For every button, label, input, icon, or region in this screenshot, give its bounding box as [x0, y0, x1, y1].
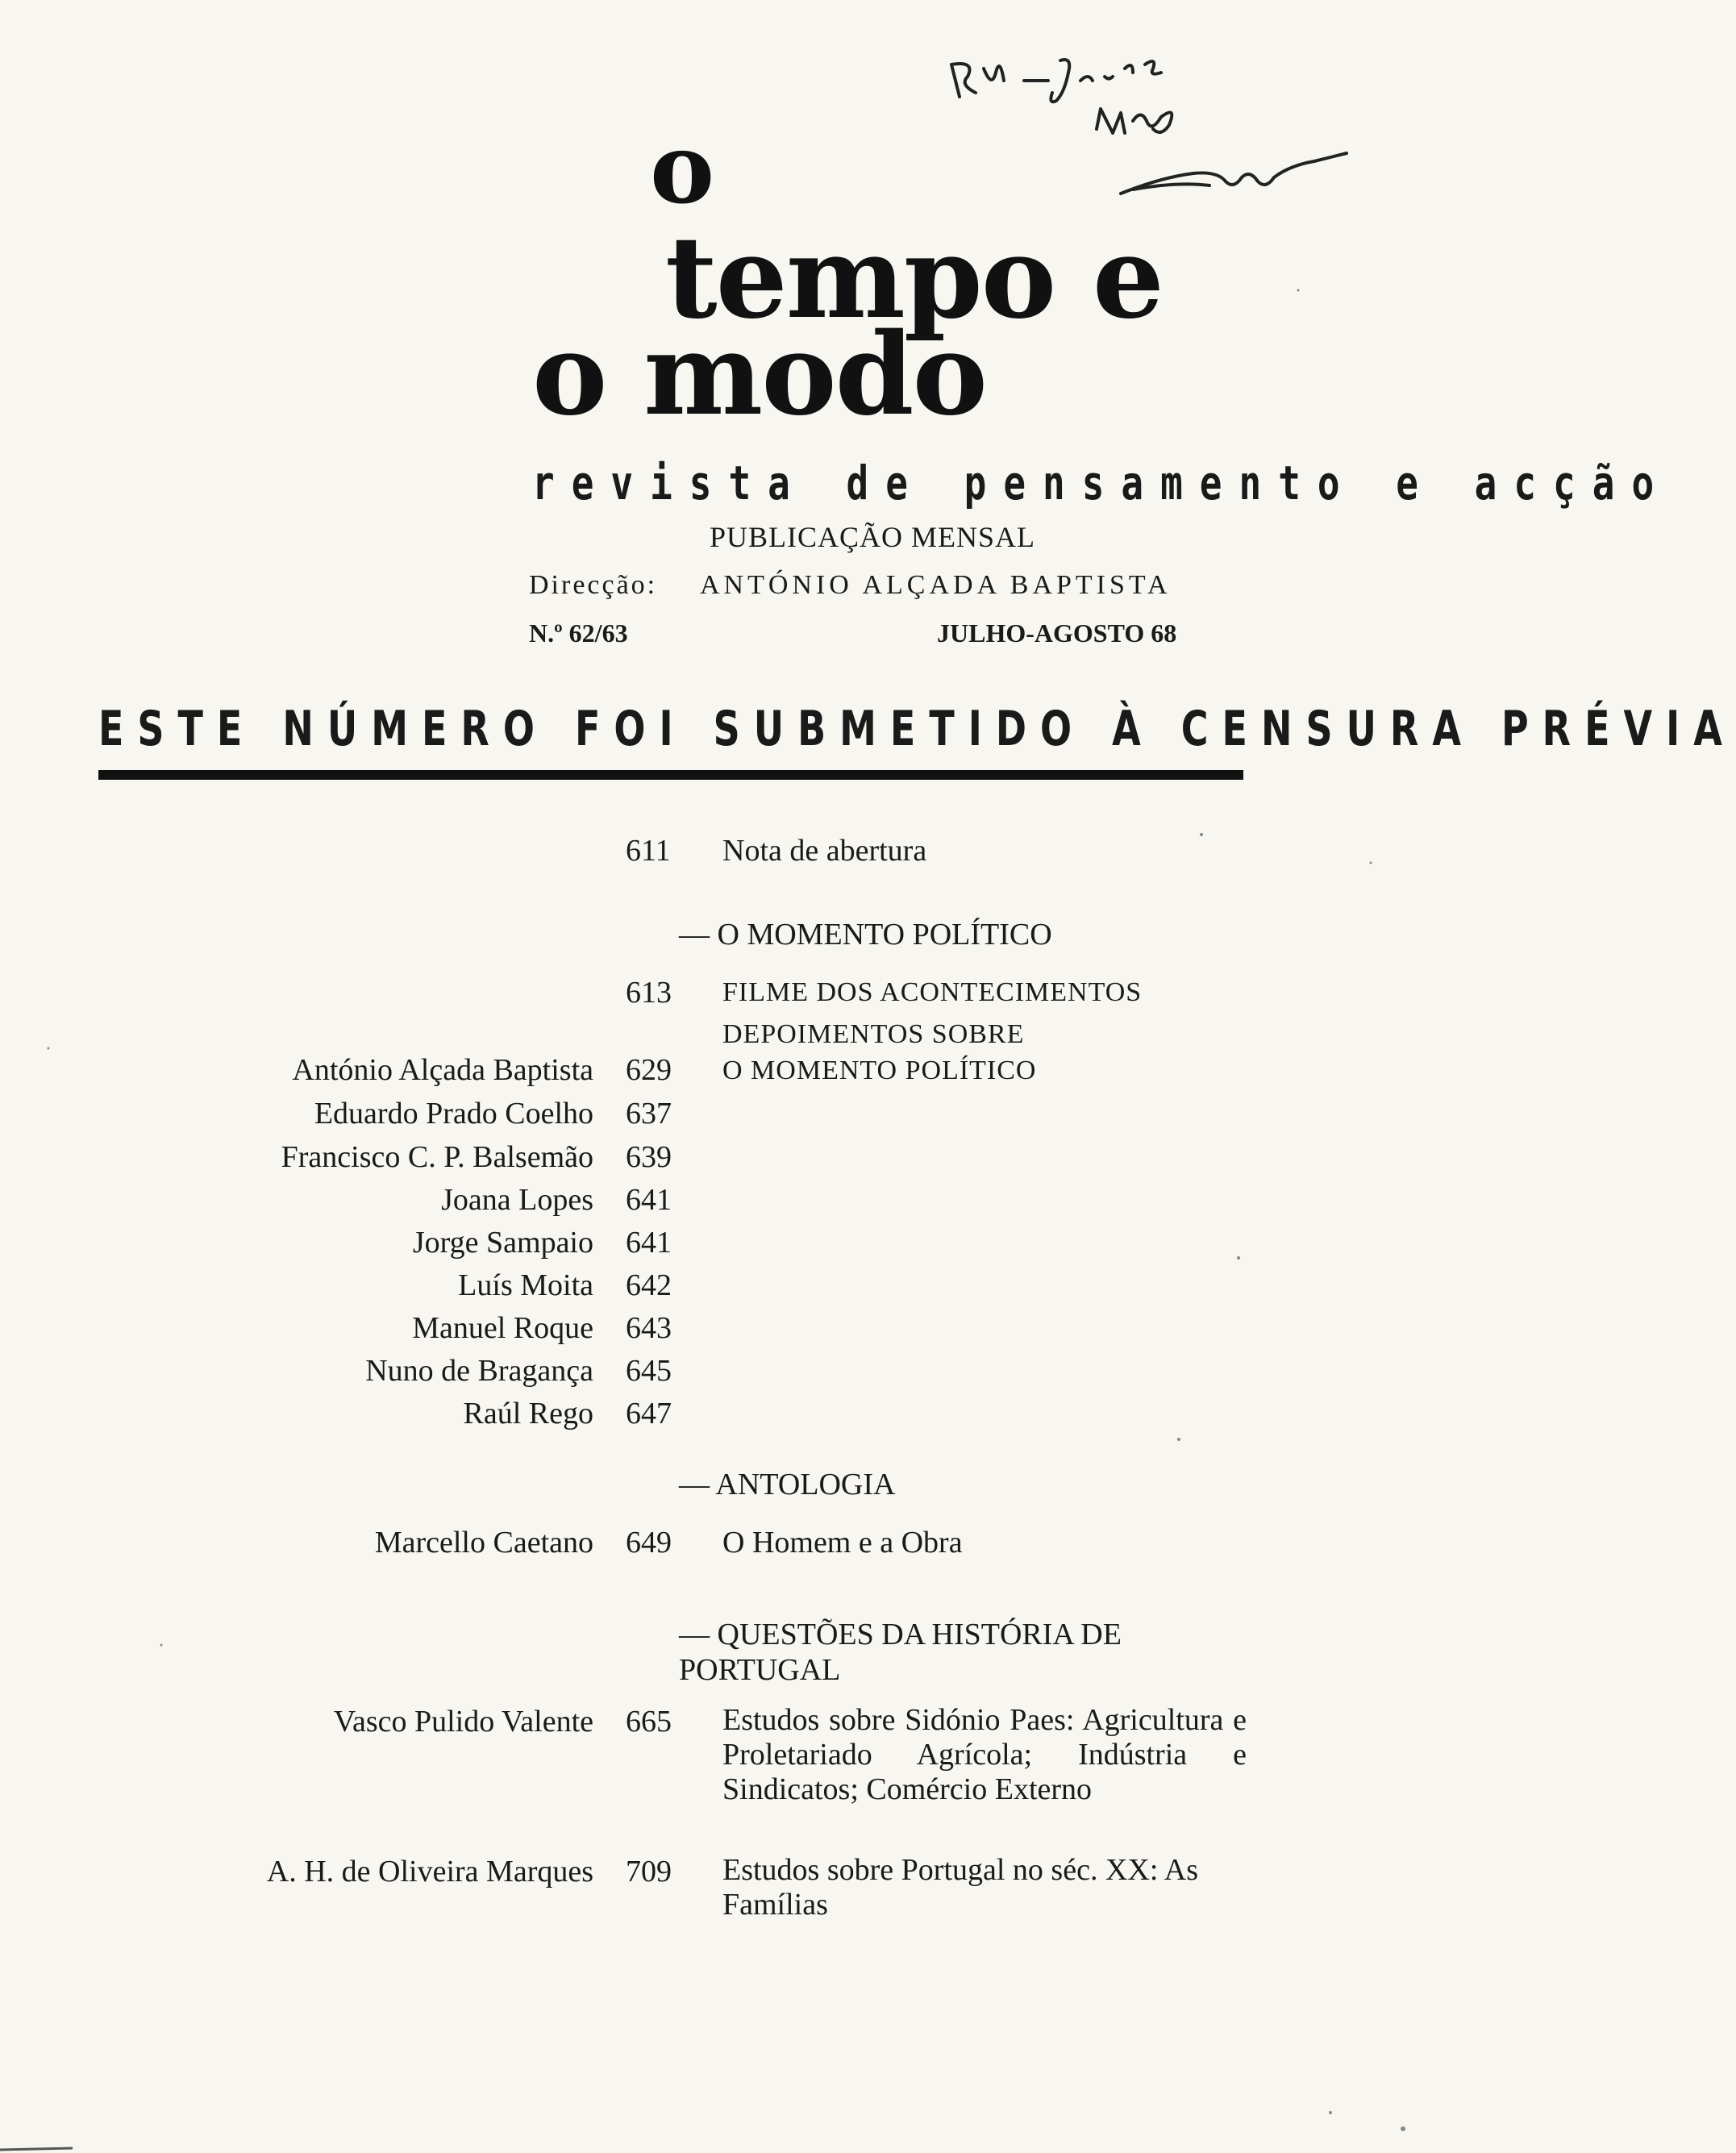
contributor-author: Joana Lopes — [441, 1183, 593, 1217]
toc-page-filme: 613 — [626, 976, 672, 1010]
issue-number: N.º 62/63 — [529, 618, 628, 648]
historia-title: Estudos sobre Sidónio Paes: Agricultura e Proletariado Agrícola; Indústria e Sindicatos; Comércio Externo — [722, 1703, 1247, 1806]
toc-title-depoimentos-2: O MOMENTO POLÍTICO — [722, 1056, 1037, 1085]
toc-title-filme: FILME DOS ACONTECIMENTOS — [722, 977, 1143, 1007]
historia-author: Vasco Pulido Valente — [333, 1705, 593, 1739]
contributor-page: 642 — [626, 1268, 672, 1302]
contributor-author: Nuno de Bragança — [365, 1354, 593, 1388]
historia-author: A. H. de Oliveira Marques — [266, 1855, 593, 1889]
contributor-author: Francisco C. P. Balsemão — [281, 1140, 593, 1174]
contributor-author: Jorge Sampaio — [412, 1226, 593, 1260]
antologia-page: 649 — [626, 1526, 672, 1560]
section-heading-antologia: — ANTOLOGIA — [679, 1468, 896, 1501]
historia-title: Estudos sobre Portugal no séc. XX: As Famílias — [722, 1853, 1199, 1922]
contributor-author: Manuel Roque — [412, 1311, 593, 1345]
contributor-page: 645 — [626, 1354, 672, 1388]
contributor-page: 639 — [626, 1140, 672, 1174]
contributor-page: 637 — [626, 1097, 672, 1131]
handwritten-annotation — [935, 32, 1355, 226]
direction-name: ANTÓNIO ALÇADA BAPTISTA — [700, 570, 1172, 600]
contributor-page: 629 — [626, 1053, 672, 1087]
toc-page-intro: 611 — [626, 834, 671, 868]
antologia-author: Marcello Caetano — [374, 1526, 593, 1560]
publication-frequency: PUBLICAÇÃO MENSAL — [710, 521, 1036, 553]
masthead-subtitle: revista de pensamento e acção — [532, 456, 1671, 510]
historia-page: 665 — [626, 1705, 672, 1739]
toc-title-intro: Nota de abertura — [722, 834, 927, 868]
section-heading-historia: — QUESTÕES DA HISTÓRIA DE PORTUGAL — [679, 1618, 1122, 1687]
contributor-page: 647 — [626, 1397, 672, 1430]
section-heading-momento: — O MOMENTO POLÍTICO — [679, 918, 1052, 952]
contributor-author: Raúl Rego — [463, 1397, 593, 1430]
contributor-page: 641 — [626, 1183, 672, 1217]
contributor-page: 643 — [626, 1311, 672, 1345]
historia-page: 709 — [626, 1855, 672, 1889]
censorship-notice: ESTE NÚMERO FOI SUBMETIDO À CENSURA PRÉVIA — [98, 700, 1736, 757]
masthead-line-o: o — [650, 112, 714, 226]
heavy-rule-divider — [98, 770, 1243, 780]
direction-label: Direcção: — [529, 570, 658, 600]
contributor-author: Luís Moita — [458, 1268, 593, 1302]
toc-title-depoimentos-1: DEPOIMENTOS SOBRE — [722, 1019, 1025, 1049]
contributor-author: António Alçada Baptista — [292, 1053, 593, 1087]
issue-date: JULHO-AGOSTO 68 — [937, 618, 1177, 648]
contributor-author: Eduardo Prado Coelho — [314, 1097, 593, 1131]
masthead-line-modo: o modo — [532, 309, 986, 441]
antologia-title: O Homem e a Obra — [722, 1526, 963, 1560]
masthead-line-tempo: tempo e — [665, 212, 1163, 344]
contributor-page: 641 — [626, 1226, 672, 1260]
